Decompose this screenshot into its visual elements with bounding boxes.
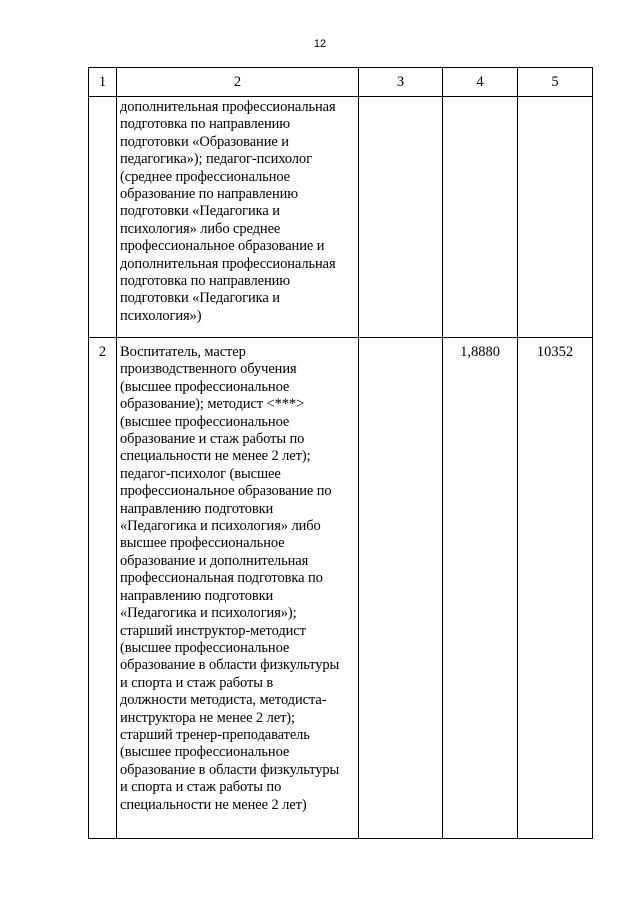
header-cell-3: 3 — [359, 68, 443, 97]
row-number-cell: 2 — [89, 338, 117, 839]
coefficient-cell: 1,8880 — [443, 338, 518, 839]
column-3-cell — [359, 338, 443, 839]
coefficient-cell — [443, 97, 518, 338]
header-cell-5: 5 — [518, 68, 593, 97]
row-number-cell — [89, 97, 117, 338]
header-cell-4: 4 — [443, 68, 518, 97]
column-3-cell — [359, 97, 443, 338]
header-cell-2: 2 — [117, 68, 359, 97]
document-table — [88, 67, 593, 839]
position-description: дополнительная профессиональная подготовка по направлению подготовки «Образование и педагогика»); педагог-психолог (среднее профессиональное образование по направлению подготовки «Педагогика и психология» либо среднее профессиональное образование и дополнительная профессиональная подготовка по направлению подготовки «Педагогика и психология») — [120, 99, 336, 324]
description-cell — [117, 97, 359, 338]
table-row — [89, 338, 593, 839]
position-description: Воспитатель, мастер производственного обучения (высшее профессиональное образование); методист <***> (высшее профессиональное образование и стаж работы по специальности не менее 2 лет); педагог-психолог (высшее профессиональное образование по направлению подготовки «Педагогика и психология» либо высшее профессиональное образование и дополнительная профессиональная подготовка по направлению подготовки «Педагогика и психология»); старший инструктор-методист (высшее профессиональное образование в области физкультуры и спорта и стаж работы в должности методиста, методиста- инструктора не менее 2 лет); старший тренер-преподаватель (высшее профессиональное образование в области физкультуры и спорта и стаж работы по специальности не менее 2 лет) — [120, 344, 340, 813]
salary-cell: 10352 — [518, 338, 593, 839]
description-cell — [117, 338, 359, 839]
table-header-row — [89, 68, 593, 97]
page-number: 12 — [313, 38, 327, 50]
table-row — [89, 97, 593, 338]
header-cell-1: 1 — [89, 68, 117, 97]
salary-cell — [518, 97, 593, 338]
